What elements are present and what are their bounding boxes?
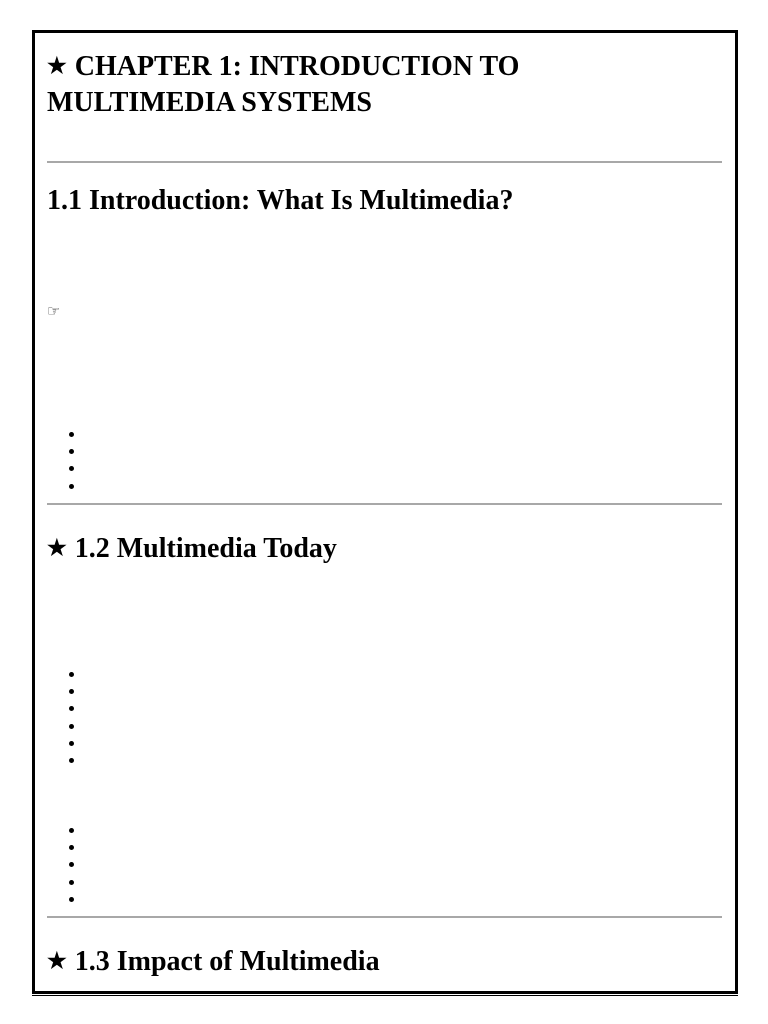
page-border bbox=[32, 30, 738, 994]
bullet-dot bbox=[68, 461, 76, 478]
section-heading-1-3 bbox=[47, 944, 380, 979]
pointing-hand-icon: ☞ bbox=[47, 302, 61, 320]
bullet-list-1-2-b bbox=[68, 823, 76, 909]
bullet-dot bbox=[68, 667, 76, 684]
star-icon: ★ bbox=[47, 948, 67, 973]
section-divider bbox=[47, 916, 722, 918]
section-heading-1-1: 1.1 Introduction: What Is Multimedia? bbox=[47, 185, 514, 216]
page-border-bottom-line bbox=[32, 995, 738, 996]
chapter-title bbox=[47, 48, 687, 121]
section-heading-1-2 bbox=[47, 531, 337, 566]
bullet-dot bbox=[68, 892, 76, 909]
bullet-list-1-2-a bbox=[68, 667, 76, 770]
section-divider bbox=[47, 161, 722, 163]
chapter-title-text: CHAPTER 1: INTRODUCTION TO MULTIMEDIA SYSTEMS bbox=[47, 51, 520, 118]
section-heading-1-3-text: 1.3 Impact of Multimedia bbox=[74, 946, 380, 977]
bullet-dot bbox=[68, 701, 76, 718]
bullet-dot bbox=[68, 427, 76, 444]
bullet-dot bbox=[68, 479, 76, 496]
star-icon: ★ bbox=[47, 535, 67, 560]
bullet-dot bbox=[68, 823, 76, 840]
bullet-dot bbox=[68, 753, 76, 770]
section-heading-1-2-text: 1.2 Multimedia Today bbox=[74, 533, 337, 564]
bullet-dot bbox=[68, 684, 76, 701]
bullet-dot bbox=[68, 444, 76, 461]
bullet-dot bbox=[68, 857, 76, 874]
section-divider bbox=[47, 503, 722, 505]
bullet-dot bbox=[68, 736, 76, 753]
bullet-dot bbox=[68, 719, 76, 736]
star-icon: ★ bbox=[47, 53, 67, 78]
bullet-dot bbox=[68, 875, 76, 892]
bullet-dot bbox=[68, 840, 76, 857]
bullet-list-1-1 bbox=[68, 427, 76, 496]
